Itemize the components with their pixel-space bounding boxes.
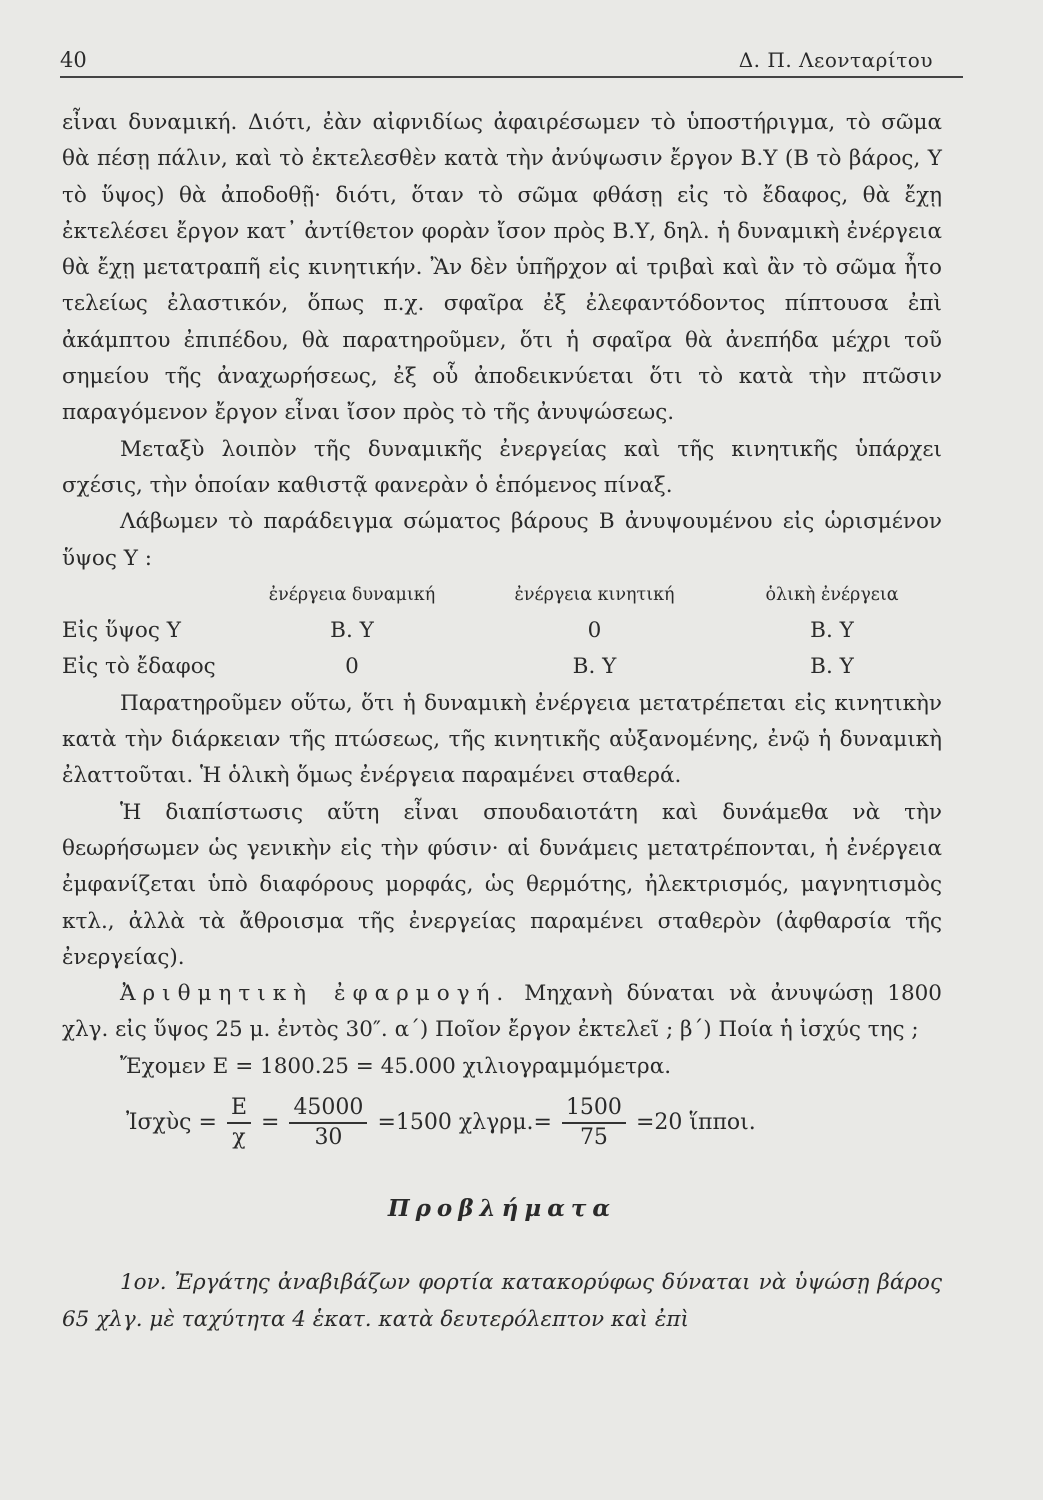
cell-dynamic: Β. Υ bbox=[330, 618, 374, 644]
row-label: Εἰς ὕψος Υ bbox=[62, 618, 181, 644]
header-kinetic: ἐνέργεια κινητική bbox=[514, 584, 675, 605]
cell-total: Β. Υ bbox=[810, 654, 854, 680]
fraction-numerator: Ε bbox=[227, 1094, 251, 1124]
header-total: ὁλικὴ ἐνέργεια bbox=[765, 584, 899, 605]
fraction-denominator: 30 bbox=[314, 1125, 343, 1151]
fraction-horsepower bbox=[562, 1094, 626, 1152]
fraction-denominator: χ bbox=[232, 1125, 246, 1151]
cell-total: Β. Υ bbox=[810, 618, 854, 644]
energy-table bbox=[62, 577, 942, 686]
header-rule bbox=[60, 76, 963, 78]
table-header-row bbox=[62, 577, 942, 613]
application-label: Ἀριθμητικὴ ἐφαρμογή. bbox=[120, 981, 511, 1007]
work-line: Ἔχομεν Ε = 1800.25 = 45.000 χιλιογραμμόμετρα. bbox=[120, 1053, 672, 1079]
problem-1: 1ον. Ἐργάτης ἀναβιβάζων φορτία κατακορύφως δύναται νὰ ὑψώσῃ βάρος 65 χλγ. μὲ ταχύτητα 4 ἑκατ. κατὰ δευτερόλεπτον καὶ ἐπὶ bbox=[62, 1270, 942, 1332]
table-row bbox=[62, 649, 942, 685]
paragraph-1: εἶναι δυναμική. Διότι, ἐὰν αἰφνιδίως ἀφαιρέσωμεν τὸ ὑποστήριγμα, τὸ σῶμα θὰ πέσῃ πάλιν, καὶ τὸ ἐκτελεσθὲν κατὰ τὴν ἀνύψωσιν ἔργον Β.Υ (Β τὸ βάρος, Υ τὸ ὕψος) θὰ ἀποδοθῇ· διότι, ὅταν τὸ σῶμα φθάσῃ εἰς τὸ ἔδαφος, θὰ ἔχῃ ἐκτελέσει ἔργον κατ᾽ ἀντίθετον φορὰν ἴσον πρὸς Β.Υ, δηλ. ἡ δυναμικὴ ἐνέργεια θὰ ἔχῃ μετατραπῆ εἰς κινητικήν. Ἂν δὲν ὑπῆρχον αἱ τριβαὶ καὶ ἂν τὸ σῶμα ἦτο τελείως ἐλαστικόν, ὅπως π.χ. σφαῖρα ἐξ ἐλεφαντόδοντος πίπτουσα ἐπὶ ἀκάμπτου ἐπιπέδου, θὰ παρατηροῦμεν, ὅτι ἡ σφαῖρα θὰ ἀνεπήδα μέχρι τοῦ σημείου τῆς ἀναχωρήσεως, ἐξ οὗ ἀποδεικνύεται ὅτι τὸ κατὰ τὴν πτῶσιν παραγόμενον ἔργον εἶναι ἴσον πρὸς τὸ τῆς ἀνυψώσεως. bbox=[62, 110, 942, 426]
application-paragraph bbox=[62, 976, 942, 1049]
cell-dynamic: 0 bbox=[345, 654, 359, 680]
paragraph-5: Ἡ διαπίστωσις αὕτη εἶναι σπουδαιοτάτη καὶ δυνάμεθα νὰ τὴν θεωρήσωμεν ὡς γενικὴν εἰς τὴν φύσιν· αἱ δυνάμεις μετατρέπονται, ἡ ἐνέργεια ἐμφανίζεται ὑπὸ διαφόρους μορφάς, ὡς θερμότης, ἠλεκτρισμός, μαγνητισμὸς κτλ., ἀλλὰ τὰ ἄθροισμα τῆς ἐνεργείας παραμένει σταθερὸν (ἀφθαρσία τῆς ἐνεργείας). bbox=[62, 799, 942, 970]
row-label: Εἰς τὸ ἔδαφος bbox=[62, 654, 216, 680]
page-number: 40 bbox=[60, 48, 87, 72]
cell-kinetic: 0 bbox=[587, 618, 602, 644]
running-head: Δ. Π. Λεονταρίτου bbox=[738, 48, 933, 72]
formula-middle: =1500 χλγρμ.= bbox=[377, 1109, 552, 1135]
power-formula bbox=[122, 1085, 942, 1161]
fraction-work-over-time bbox=[289, 1094, 367, 1152]
formula-lhs: Ἰσχὺς = bbox=[126, 1109, 217, 1135]
cell-kinetic: Β. Υ bbox=[572, 654, 617, 680]
paragraph-4: Παρατηροῦμεν οὕτω, ὅτι ἡ δυναμικὴ ἐνέργεια μετατρέπεται εἰς κινητικὴν κατὰ τὴν διάρκειαν τῆς πτώσεως, τῆς κινητικῆς αὐξανομένης, ἐνῷ ἡ δυναμικὴ ἐλαττοῦται. Ἡ ὁλικὴ ὅμως ἐνέργεια παραμένει σταθερά. bbox=[62, 690, 942, 789]
fraction-numerator: 1500 bbox=[562, 1094, 626, 1124]
application-text: Μηχανὴ δύναται νὰ ἀνυψώσῃ 1800 χλγ. εἰς ὕψος 25 μ. ἐντὸς 30″. α΄) Ποῖον ἔργον ἐκτελεῖ ; β΄) Ποία ἡ ἰσχύς της ; bbox=[62, 981, 942, 1043]
page-header bbox=[0, 42, 1043, 82]
paragraph-3: Λάβωμεν τὸ παράδειγμα σώματος βάρους Β ἀνυψουμένου εἰς ὡρισμένον ὕψος Υ : bbox=[62, 509, 942, 571]
formula-rhs: =20 ἵπποι. bbox=[635, 1109, 756, 1135]
fraction-denominator: 75 bbox=[579, 1125, 608, 1151]
body-text bbox=[62, 105, 942, 1338]
fraction-e-over-t bbox=[227, 1094, 251, 1152]
table-row bbox=[62, 613, 942, 649]
problems-heading: Προβλήματα bbox=[387, 1195, 617, 1223]
header-dynamic: ἐνέργεια δυναμική bbox=[268, 584, 436, 605]
fraction-numerator: 45000 bbox=[289, 1094, 367, 1124]
paragraph-2: Μεταξὺ λοιπὸν τῆς δυναμικῆς ἐνεργείας καὶ τῆς κινητικῆς ὑπάρχει σχέσις, τὴν ὁποίαν καθιστᾷ φανερὰν ὁ ἑπόμενος πίναξ. bbox=[62, 436, 942, 498]
formula-equals: = bbox=[261, 1109, 280, 1135]
